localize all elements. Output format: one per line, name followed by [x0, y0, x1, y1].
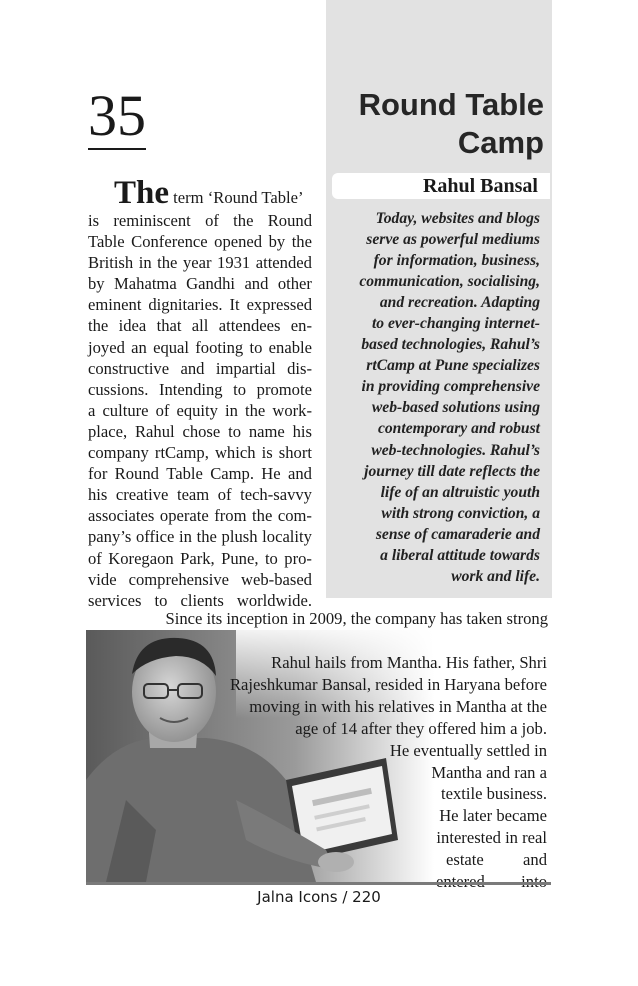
body-word: Intending — [158, 379, 223, 399]
body-word: It — [229, 295, 240, 315]
body-line — [88, 526, 312, 547]
body-word: Pune, — [221, 548, 259, 568]
body-word: to — [264, 548, 278, 568]
body-word: 1931 — [217, 253, 251, 273]
body-word: Rahul — [134, 421, 175, 441]
body-word: the — [233, 211, 254, 230]
body-word: attendees — [218, 316, 281, 336]
body-word: office — [135, 527, 175, 547]
body-word: in — [138, 253, 152, 273]
body-word: plush — [221, 527, 258, 547]
pull-quote-line: contemporary and robust — [377, 420, 540, 438]
body-word: comprehensive — [128, 569, 230, 589]
body-word: is — [88, 211, 100, 230]
right-column-word: estate — [446, 850, 484, 870]
body-word: in — [225, 400, 238, 420]
body-word: equal — [153, 337, 190, 357]
pull-quote-line: based technologies, Rahul’s — [361, 336, 540, 354]
body-line — [88, 252, 312, 273]
right-column-line: Mantha and ran a — [431, 762, 547, 782]
body-word: reminiscent — [113, 211, 191, 230]
author-name: Rahul Bansal — [422, 175, 538, 197]
body-word: the — [196, 527, 217, 547]
pull-quote-line: work and life. — [451, 567, 540, 585]
body-line — [88, 484, 312, 505]
body-word: culture — [102, 400, 149, 420]
right-column-line: Rahul hails from Mantha. His father, Shri — [271, 653, 547, 672]
body-word: footing — [195, 337, 244, 357]
pull-quote-line: Today, websites and blogs — [375, 210, 540, 227]
body-word: of — [205, 211, 219, 230]
pull-quote-line: to ever-changing internet- — [371, 315, 540, 333]
body-word: promote — [256, 379, 312, 399]
body-word: Conference — [131, 232, 208, 252]
right-column-line: moving in with his relatives in Mantha at the — [249, 696, 547, 716]
body-word: to — [228, 421, 241, 441]
body-word: vide — [88, 569, 117, 589]
body-line — [88, 421, 312, 442]
body-word: Table — [166, 464, 203, 484]
right-column-line: Rajeshkumar Bansal, resided in Haryana before — [229, 674, 547, 694]
body-word: to — [233, 379, 247, 399]
body-word: of — [88, 548, 102, 568]
body-word: dis- — [287, 358, 312, 378]
body-line — [88, 379, 312, 400]
body-word: He — [261, 464, 281, 484]
pull-quote-line: sense of camaraderie and — [375, 525, 540, 543]
body-word: Mahatma — [114, 274, 177, 294]
body-word: equity — [176, 400, 218, 420]
body-word: operate — [159, 506, 209, 526]
body-word: clients — [180, 590, 224, 610]
body-word: cussions. — [88, 379, 149, 399]
pull-quote-line: web-based solutions using — [371, 399, 540, 417]
chapter-title — [330, 86, 544, 162]
body-word: team — [176, 485, 210, 505]
right-column-line: textile business. — [440, 784, 547, 804]
body-word: services — [88, 590, 142, 610]
pull-quote-line: rtCamp at Pune specializes — [366, 357, 540, 375]
body-line — [88, 463, 312, 484]
body-line — [88, 358, 312, 379]
body-word: enable — [268, 337, 312, 357]
body-word: which — [214, 443, 256, 463]
pull-quote — [336, 208, 540, 587]
body-column — [88, 176, 312, 611]
body-word: Koregaon — [108, 548, 174, 568]
body-word: impartial — [215, 358, 276, 378]
body-word: by — [268, 232, 286, 252]
footer-rule — [86, 882, 551, 885]
body-word: all — [191, 316, 209, 336]
pull-quote-line: journey till date reflects the — [364, 462, 540, 480]
body-word: British — [88, 253, 134, 273]
body-line — [88, 315, 312, 336]
body-word: Round — [267, 211, 312, 230]
pull-quote-line: with strong conviction, a — [381, 504, 540, 522]
body-word: a — [88, 400, 96, 420]
pull-quote-line: communication, socialising, — [359, 273, 540, 291]
body-word: the — [245, 400, 266, 420]
body-word: to — [154, 590, 168, 610]
body-word: in — [179, 527, 192, 547]
body-word: name — [248, 421, 285, 441]
body-line — [88, 400, 312, 421]
body-word: Round — [114, 464, 159, 484]
body-line — [88, 294, 312, 315]
first-line-rest: term ‘Round Table’ — [169, 188, 304, 207]
body-first-line — [88, 176, 312, 210]
body-word: attended — [255, 253, 312, 273]
body-word: the — [88, 316, 109, 336]
right-column-line: He later became — [439, 806, 547, 826]
body-word: and — [244, 274, 269, 294]
body-word: opened — [214, 232, 263, 252]
page-footer: Jalna Icons / 220 — [257, 888, 381, 906]
body-word: short — [278, 443, 312, 463]
body-word: of — [155, 400, 170, 420]
body-word: Gandhi — [186, 274, 235, 294]
body-line — [88, 442, 312, 463]
body-word: en- — [290, 316, 312, 336]
right-column-line: He eventually settled in — [389, 740, 547, 760]
body-line — [88, 548, 312, 569]
body-word: web-based — [241, 569, 312, 589]
body-word: locality — [262, 527, 312, 547]
chapter-title-line: Round Table — [358, 87, 544, 122]
body-word: his — [88, 485, 108, 505]
body-word: an — [131, 337, 147, 357]
body-word: constructive — [88, 358, 170, 378]
since-line: Since its inception in 2009, the company has taken strong — [165, 609, 548, 628]
body-word: from — [214, 506, 247, 526]
pull-quote-line: in providing comprehensive — [361, 378, 540, 396]
chapter-title-line: Camp — [457, 125, 544, 160]
body-word: expressed — [246, 295, 312, 315]
body-line — [88, 273, 312, 294]
body-word: pro- — [284, 548, 312, 568]
right-column-line: age of 14 after they offered him a job. — [295, 718, 547, 738]
body-word: com- — [277, 506, 312, 526]
pull-quote-line: and recreation. Adapting — [379, 294, 540, 312]
body-word: the — [157, 253, 178, 273]
body-word: and — [287, 464, 312, 484]
body-word: pany’s — [88, 527, 132, 547]
body-word: joyed — [88, 337, 125, 357]
body-word: for — [88, 464, 108, 484]
right-column-line — [200, 849, 547, 871]
right-column — [200, 652, 547, 893]
body-line — [88, 337, 312, 358]
body-word: Camp. — [210, 464, 254, 484]
body-word: the — [291, 232, 312, 252]
body-line — [88, 231, 312, 252]
body-word: by — [88, 274, 105, 294]
body-word: chose — [182, 421, 221, 441]
body-line — [88, 569, 312, 590]
body-word: to — [249, 337, 263, 357]
body-word: worldwide. — [236, 590, 312, 610]
body-word: creative — [115, 485, 169, 505]
body-word: dignitaries. — [148, 295, 223, 315]
body-word: is — [261, 443, 273, 463]
body-word: the — [252, 506, 273, 526]
body-word: year — [182, 253, 212, 273]
body-word: other — [277, 274, 312, 294]
drop-cap: The — [114, 175, 170, 211]
body-word: rtCamp, — [154, 443, 209, 463]
right-column-word: and — [523, 850, 547, 870]
body-word: idea — [118, 316, 147, 336]
body-word: Table — [88, 232, 125, 252]
pull-quote-line: serve as powerful mediums — [366, 231, 540, 249]
body-lines — [88, 210, 312, 611]
body-word: of — [217, 485, 232, 505]
body-word: Park, — [180, 548, 215, 568]
body-word: eminent — [88, 295, 142, 315]
pull-quote-line: a liberal attitude towards — [380, 546, 540, 564]
body-word: associates — [88, 506, 155, 526]
pull-quote-line: for information, business, — [373, 252, 540, 270]
body-word: tech-savvy — [240, 485, 312, 505]
body-word: his — [292, 421, 312, 441]
body-word: that — [156, 316, 182, 336]
body-word: work- — [272, 400, 312, 420]
body-word: and — [180, 358, 205, 378]
body-word: place, — [88, 421, 128, 441]
pull-quote-line: life of an altruistic youth — [380, 483, 540, 501]
body-word: company — [88, 443, 149, 463]
right-column-line: interested in real — [436, 828, 547, 848]
chapter-number: 35 — [88, 83, 146, 148]
body-line — [88, 210, 312, 231]
pull-quote-line: web-technologies. Rahul’s — [371, 441, 540, 459]
body-line — [88, 505, 312, 526]
